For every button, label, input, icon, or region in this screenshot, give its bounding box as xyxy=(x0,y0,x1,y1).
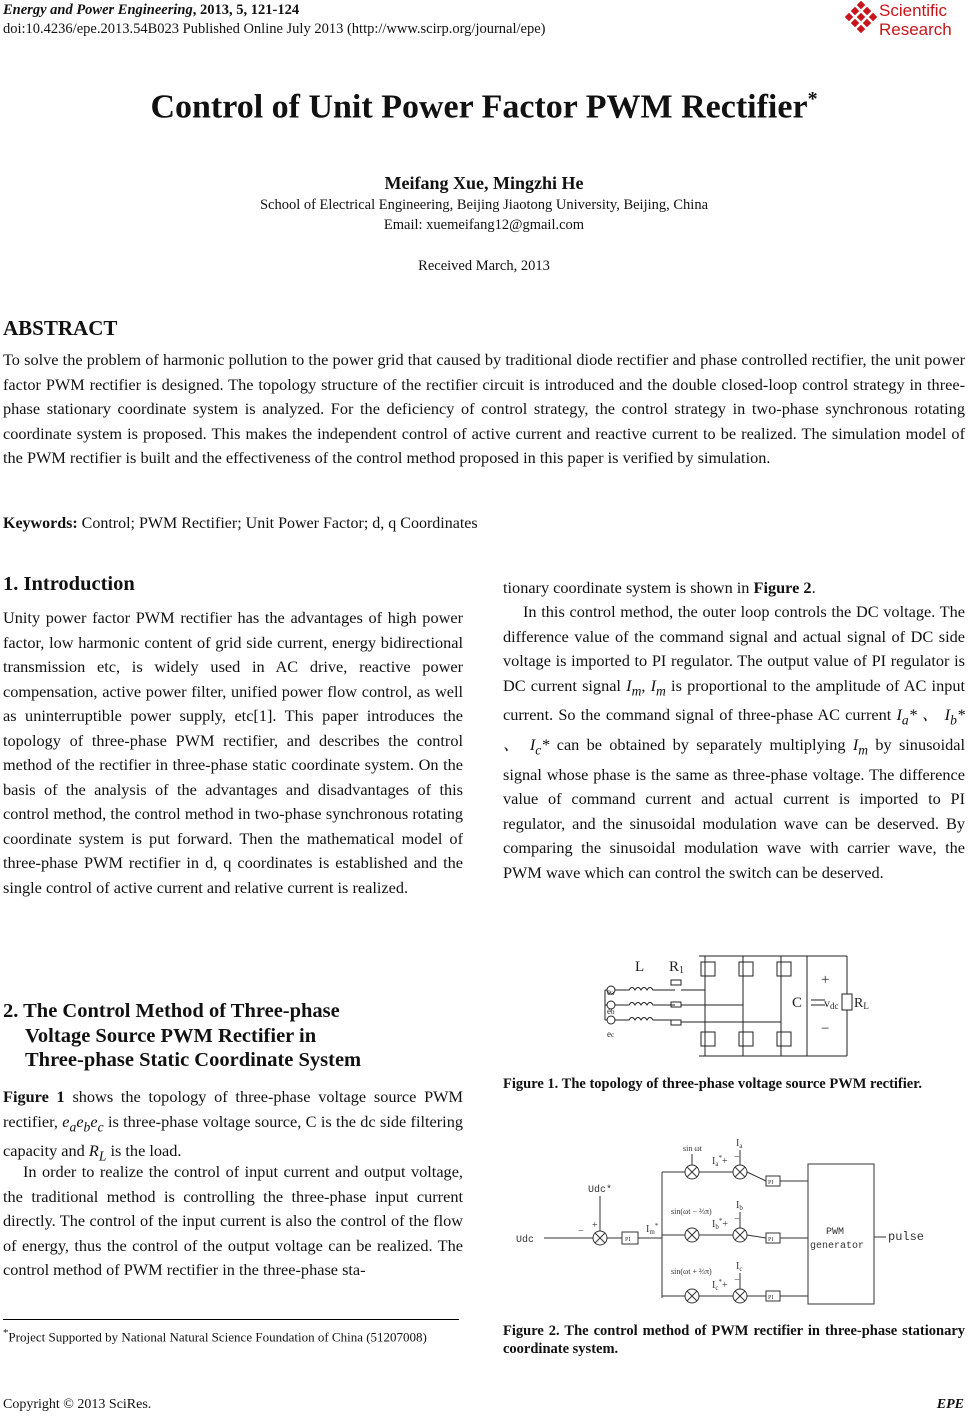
label-ec: ec xyxy=(607,1029,615,1039)
label-udc: Udc xyxy=(516,1235,535,1246)
text-run: is the load. xyxy=(106,1141,182,1161)
multipliers-icon xyxy=(685,1165,699,1303)
label-ia-star: $I_a^*+$ xyxy=(712,1154,728,1168)
label-pi-b: PI xyxy=(768,1237,774,1243)
resistor-1-icon xyxy=(671,980,681,985)
label-sin-a: sin ωt xyxy=(683,1144,702,1153)
text-run: shows the topology of three-phase voltage source PWM rectifier, xyxy=(3,1087,463,1131)
section-1-heading: 1. Introduction xyxy=(3,573,135,595)
abstract-text: To solve the problem of harmonic pollution to the power grid that caused by traditional diode rectifier and phase controlled rectifier, the unit power factor PWM rectifier is designed. The topology structure of the rectifier circuit is introduced and the double closed-loop control strategy in three-phase stationary coordinate system is analyzed. For the deficiency of control strategy, the control strategy in two-phase synchronous rotating coordinate system is proposed. This makes the independent control of active current and reactive current to be realized. The simulation model of the PWM rectifier is built and the effectiveness of the control method proposed in this paper is verified by simulation. xyxy=(3,350,965,467)
journal-citation xyxy=(3,2,299,19)
inductor-c-icon xyxy=(615,1018,675,1021)
figure-2-control-diagram xyxy=(512,1136,932,1308)
journal-name: Energy and Power Engineering xyxy=(3,2,193,18)
abstract-heading: ABSTRACT xyxy=(3,316,118,340)
label-ib-star: $I_b^*+$ xyxy=(712,1217,728,1231)
doi-line: doi:10.4236/epe.2013.54B023 Published Online July 2013 (http://www.scirp.org/journal/epe) xyxy=(3,21,546,37)
text-run: . xyxy=(811,578,816,597)
label-vdc: vdc xyxy=(824,996,839,1011)
section-2-heading xyxy=(3,999,463,1073)
label-C: C xyxy=(792,995,803,1011)
symbol-r: R xyxy=(88,1141,99,1161)
section-2-paragraph-2: In order to realize the control of input current and output voltage, the traditional method is controlling the three-phase input current directly. The control of the input current is also the control of the flow of energy, thus the control of the output voltage can be realized. The control method of PWM rectifier in the three-phase sta- xyxy=(3,1162,463,1279)
inductor-a-icon xyxy=(615,988,675,991)
label-pi-a: PI xyxy=(768,1180,774,1186)
copyright: Copyright © 2013 SciRes. xyxy=(3,1397,152,1412)
label-R1: R1 xyxy=(669,959,685,976)
section-2-heading-line-3: Three-phase Static Coordinate System xyxy=(25,1049,362,1071)
label-im-star: $I_m^*$ xyxy=(646,1222,659,1236)
label-plus: + xyxy=(821,972,830,988)
received-date: Received March, 2013 xyxy=(418,258,550,274)
label-ib: $I_b$ xyxy=(736,1200,743,1212)
text-run: tionary coordinate system is shown in xyxy=(503,578,754,597)
footnote-rule xyxy=(3,1319,459,1320)
footnote xyxy=(3,1325,459,1345)
label-minus-a: − xyxy=(734,1152,740,1163)
section-2-paragraph-1 xyxy=(3,1085,463,1169)
symbol-im-3: $I_m$ xyxy=(852,735,869,758)
symbol-e-a: e xyxy=(62,1111,70,1131)
label-ea: ea xyxy=(607,987,615,997)
label-RL: RL xyxy=(854,996,869,1011)
text-run: is three-phase voltage source, C is the dc side filtering capacity and xyxy=(3,1111,463,1161)
label-sin-c: sin(ωt + ⅔π) xyxy=(671,1267,712,1276)
label-minus-c: − xyxy=(734,1275,740,1286)
text-run: by sinusoidal signal whose phase is the same as three-phase voltage. The difference value of command current and actual current is imported to PI regulator, and the sinusoidal modulation wave can be deserved. By comparing the sinusoidal modulation wave with carrier wave, the PWM wave which can control the switch can be deserved. xyxy=(503,735,965,882)
label-udc-star: Udc* xyxy=(588,1185,613,1196)
right-column-paragraph: In this control method, the outer loop controls the DC voltage. The difference value of the command signal and actual signal of DC side voltage is imported to PI regulator. The output value of PI regulator is DC current signal $I_m$, $I_m$ is proportional to the amplitude of AC input current. So the command signal of three-phase AC current $I_a*$ 、 $I_b*$ 、 $I_c*$ can be obtained by separately multiplying $I_m$ by sinusoidal signal whose phase is the same as three-phase voltage. The difference value of command current and actual current is imported to PI regulator, and the sinusoidal modulation wave can be deserved. By comparing the sinusoidal modulation wave with carrier wave, the PWM wave which can control the switch can be deserved. xyxy=(503,602,966,882)
footnote-text: Project Supported by National Natural Science Foundation of China (51207008) xyxy=(8,1329,427,1345)
label-ia: $I_a$ xyxy=(736,1138,743,1150)
footer-journal: EPE xyxy=(936,1397,964,1412)
label-sin-b: sin(ωt − ⅔π) xyxy=(671,1207,712,1216)
authors: Meifang Xue, Mingzhi He xyxy=(384,173,584,193)
label-pi-c: PI xyxy=(768,1295,774,1301)
label-pi-outer: PI xyxy=(625,1237,631,1243)
text-run: In this control method, the outer loop controls the DC voltage. The difference value of the command signal and actual signal of DC side voltage is imported to PI regulator. The output value of PI regulator is DC current signal xyxy=(503,602,965,695)
label-plus-outer: + xyxy=(592,1220,598,1231)
symbol-e-b: e xyxy=(76,1111,84,1131)
logo-line-1: Scientific xyxy=(879,1,948,20)
figure-2-ref: Figure 2 xyxy=(753,578,812,597)
logo-line-2: Research xyxy=(879,20,952,39)
footnote-mark: * xyxy=(3,1327,9,1339)
publisher-logo xyxy=(844,0,964,42)
paper-title xyxy=(0,88,968,126)
affiliation: School of Electrical Engineering, Beijing Jiaotong University, Beijing, China xyxy=(259,197,709,213)
symbol-e-c: e xyxy=(90,1111,98,1131)
section-2-heading-line-1: 2. The Control Method of Three-phase xyxy=(3,1000,340,1022)
title-footnote-mark: * xyxy=(807,88,818,110)
keywords-list: Control; PWM Rectifier; Unit Power Factor; d, q Coordinates xyxy=(77,515,478,532)
figure-2-caption: Figure 2. The control method of PWM rectifier in three-phase stationary coordinate system. xyxy=(503,1323,965,1357)
label-ic: $I_c$ xyxy=(736,1261,743,1273)
section-1-paragraph: Unity power factor PWM rectifier has the advantages of high power factor, low harmonic content of grid side current, energy bidirectional transmission etc, is widely used in AC drive, reactive power compensation, active power filter, unified power flow control, as well as uninterruptible power supply, etc[1]. This paper introduces the topology of three-phase PWM rectifier, and describes the control method of the rectifier in three-phase static coordinate system. On the basis of the analysis of the advantages and disadvantages of this control method, the control method in two-phase synchronous rotating coordinate system is put forward. Then the mathematical model of three-phase PWM rectifier in d, q coordinates is established and the single control of active current and relative current is realized. xyxy=(3,608,463,897)
right-column-continuation xyxy=(503,576,965,601)
symbol-im-2: $I_m$ xyxy=(650,675,666,698)
journal-volume: , 2013, 5, 121-124 xyxy=(192,2,300,18)
logo-mark-icon xyxy=(844,0,878,40)
symbol-iabc: $I_a*$ 、 $I_b*$ 、 $I_c*$ xyxy=(503,705,965,758)
text-run: can be obtained by separately multiplying xyxy=(549,735,853,754)
keywords-label: Keywords: xyxy=(3,515,78,532)
text-run: is proportional to the amplitude of AC input current. So the command signal of three-phase AC current xyxy=(503,675,966,725)
load-resistor-icon xyxy=(842,994,852,1010)
label-pulse: pulse xyxy=(888,1230,925,1244)
label-L: L xyxy=(635,959,645,975)
label-minus-b: − xyxy=(734,1214,740,1225)
section-2-heading-line-2: Voltage Source PWM Rectifier in xyxy=(25,1024,317,1047)
label-minus-outer: − xyxy=(578,1226,584,1237)
igbt-switches-icon xyxy=(701,962,791,1046)
label-generator: generator xyxy=(810,1241,865,1252)
email: Email: xuemeifang12@gmail.com xyxy=(383,217,585,233)
symbol-e: $e_ae_be_c$ xyxy=(62,1111,104,1134)
figure-1-caption: Figure 1. The topology of three-phase voltage source PWM rectifier. xyxy=(503,1076,922,1092)
logo-text xyxy=(879,1,952,39)
symbol-im: $I_m$ xyxy=(626,675,642,698)
figure-1-ref: Figure 1 xyxy=(3,1087,65,1106)
label-eb: eb xyxy=(607,1006,615,1016)
title-text: Control of Unit Power Factor PWM Rectifier xyxy=(150,88,808,126)
symbol-rl: $R_L$ xyxy=(88,1141,107,1164)
inductor-b-icon xyxy=(615,1003,675,1006)
label-pwm: PWM xyxy=(826,1227,845,1238)
figure-1-circuit-diagram xyxy=(585,944,875,1066)
label-minus: − xyxy=(821,1021,830,1037)
keywords xyxy=(3,515,478,533)
label-ic-star: $I_c^*+$ xyxy=(712,1278,728,1292)
source-c-icon xyxy=(607,1016,615,1024)
